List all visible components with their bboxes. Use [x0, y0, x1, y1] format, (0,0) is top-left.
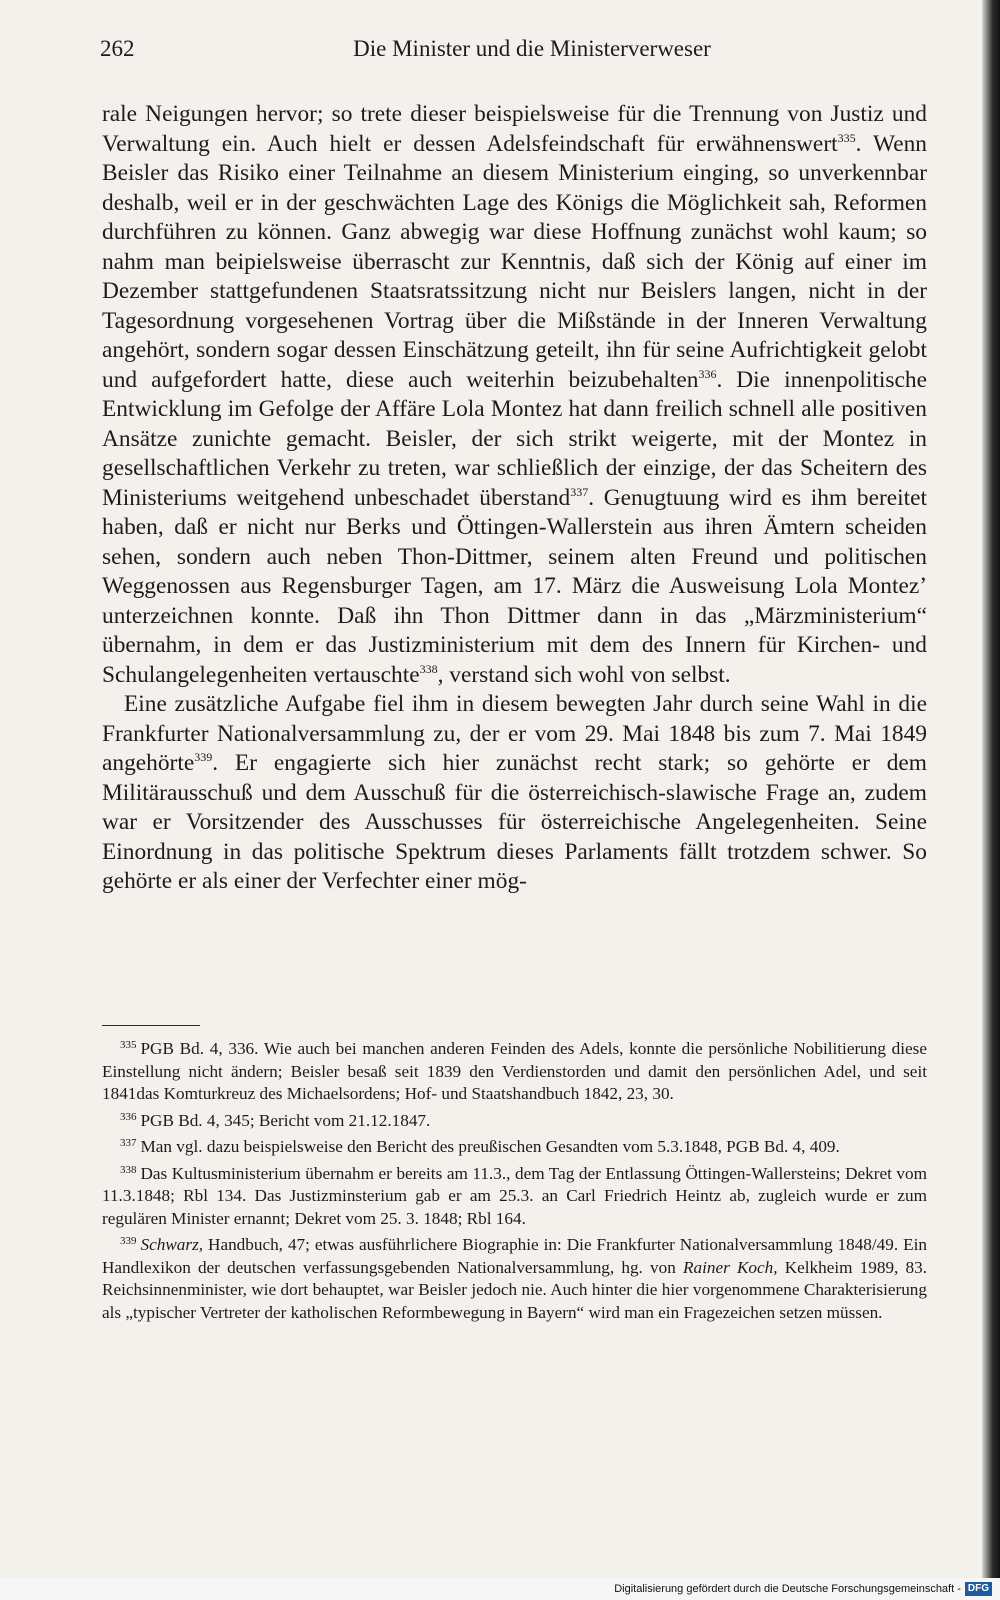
- footnote-339: $^{339}$ Schwarz, Handbuch, 47; etwas ausführlichere Biographie in: Die Frankfurter Nationalversammlung 1848/49. Ein Handlexikon der deutschen verfassungsgebenden Nationalversammlung, hg. von Rainer Koch, Kelkheim 1989, 83. Reichsinnenminister, wie dort behauptet, war Beisler jedoch nie. Auch hinter die hier vorgenommene Charakterisierung als „typischer Vertreter der katholischen Reformbewegung in Bayern“ wird man ein Fragezeichen setzen müssen.: [102, 1235, 928, 1322]
- footnote-338: $^{338}$ Das Kultusministerium übernahm er bereits am 11.3., dem Tag der Entlassung Öttingen-Wallersteins; Dekret vom 11.3.1848; Rbl 134. Das Justizminsterium gab er am 25.3. an Carl Friedrich Heintz ab, zugleich wurde er zum regulären Minister ernannt; Dekret vom 25. 3. 1848; Rbl 164.: [102, 1163, 927, 1228]
- page-edge-shadow: [982, 0, 1000, 1578]
- dfg-logo: DFG: [965, 1582, 992, 1596]
- footnote-ref-339[interactable]: 339: [194, 750, 213, 764]
- footnote-336: $^{336}$ PGB Bd. 4, 345; Bericht vom 21.12.1847.: [120, 1110, 431, 1130]
- body-text: [102, 100, 927, 897]
- paragraph-2: Eine zusätzliche Aufgabe fiel ihm in diesem bewegten Jahr durch seine Wahl in die Frankfurter Nationalversammlung zu, der er vom 29. Mai 1848 bis zum 7. Mai 1849 angehörte$^{339}$. Er engagierte sich hier zunächst recht stark; so gehörte er dem Militärausschuß und dem Ausschuß für die österreichisch-slawische Frage an, zudem war er Vorsitzender des Ausschusses für österreichische Angelegenheiten. Seine Einordnung in das politische Spektrum dieses Parlaments fällt trotzdem schwer. So gehörte er als einer der Verfechter einer mög-: [102, 691, 927, 894]
- footnote-ref-337[interactable]: 337: [570, 484, 589, 499]
- footnote-divider: [102, 1025, 200, 1026]
- footnotes: [102, 1038, 927, 1328]
- footnote-337: $^{337}$ Man vgl. dazu beispielsweise den Bericht des preußischen Gesandten vom 5.3.1848, PGB Bd. 4, 409.: [120, 1137, 840, 1156]
- footnote-ref-335[interactable]: 335: [837, 130, 856, 145]
- editor-name: Rainer Koch,: [683, 1257, 778, 1277]
- running-head: Die Minister und die Ministerverweser: [353, 36, 711, 61]
- footnote-ref-336[interactable]: 336: [698, 366, 717, 381]
- banner-text: Digitalisierung gefördert durch die Deutsche Forschungsgemeinschaft -: [614, 1583, 961, 1595]
- digitization-banner: [0, 1578, 1000, 1600]
- page-header: [100, 36, 928, 70]
- paragraph-1: rale Neigungen hervor; so trete dieser beispielsweise für die Trennung von Justiz und Verwaltung ein. Auch hielt er dessen Adelsfeindschaft für erwähnenswert$^{335}$. Wenn Beisler das Risiko einer Teilnahme an diesem Ministerium einging, so unverkennbar deshalb, weil er in der geschwächten Lage des Königs die Möglichkeit sah, Reformen durchführen zu können. Ganz abwegig war diese Hoffnung zunächst wohl kaum; so nahm man beipielsweise überrascht zur Kenntnis, daß sich der König auf einer im Dezember stattgefundenen Staatsratssitzung nicht nur Beislers langen, nicht in der Tagesordnung vorgesehenen Vortrag über die Mißstände in der Inneren Verwaltung angehört, sondern sogar dessen Einschätzung geteilt, ihn für seine Aufrichtigkeit gelobt und aufgefordert hatte, diese auch weiterhin beizubehalten$^{336}$. Die innenpolitische Entwicklung im Gefolge der Affäre Lola Montez hat dann freilich schnell alle positiven Ansätze zunichte gemacht. Beisler, der sich strikt weigerte, mit der Montez in gesellschaftlichen Verkehr zu treten, war schließlich der einzige, der das Scheitern des Ministeriums weitgehend unbeschadet überstand$^{337}$. Genugtuung wird es ihm bereitet haben, daß er nicht nur Berks und Öttingen-Wallerstein aus ihren Ämtern scheiden sehen, sondern auch neben Thon-Dittmer, seinem alten Freund und politischen Weggenossen aus Regensburger Tagen, am 17. März die Ausweisung Lola Montez’ unterzeichnen konnte. Daß ihn Thon Dittmer dann in das „Märzministerium“ übernahm, in dem er das Justizministerium mit dem des Innern für Kirchen- und Schulangelegenheiten vertauschte$^{338}$, verstand sich wohl von selbst.: [102, 101, 927, 688]
- footnote-ref-338[interactable]: 338: [419, 661, 438, 676]
- footnote-335: $^{335}$ PGB Bd. 4, 336. Wie auch bei manchen anderen Feinden des Adels, konnte die persönliche Nobilitierung diese Einstellung nicht ändern; Beisler besaß seit 1839 den Verdienstorden und damit den persönlichen Adel, und seit 1841das Komturkreuz des Michaelsordens; Hof- und Staatshandbuch 1842, 23, 30.: [102, 1039, 927, 1103]
- page-number: 262: [100, 36, 135, 61]
- author-name: Schwarz,: [140, 1235, 204, 1254]
